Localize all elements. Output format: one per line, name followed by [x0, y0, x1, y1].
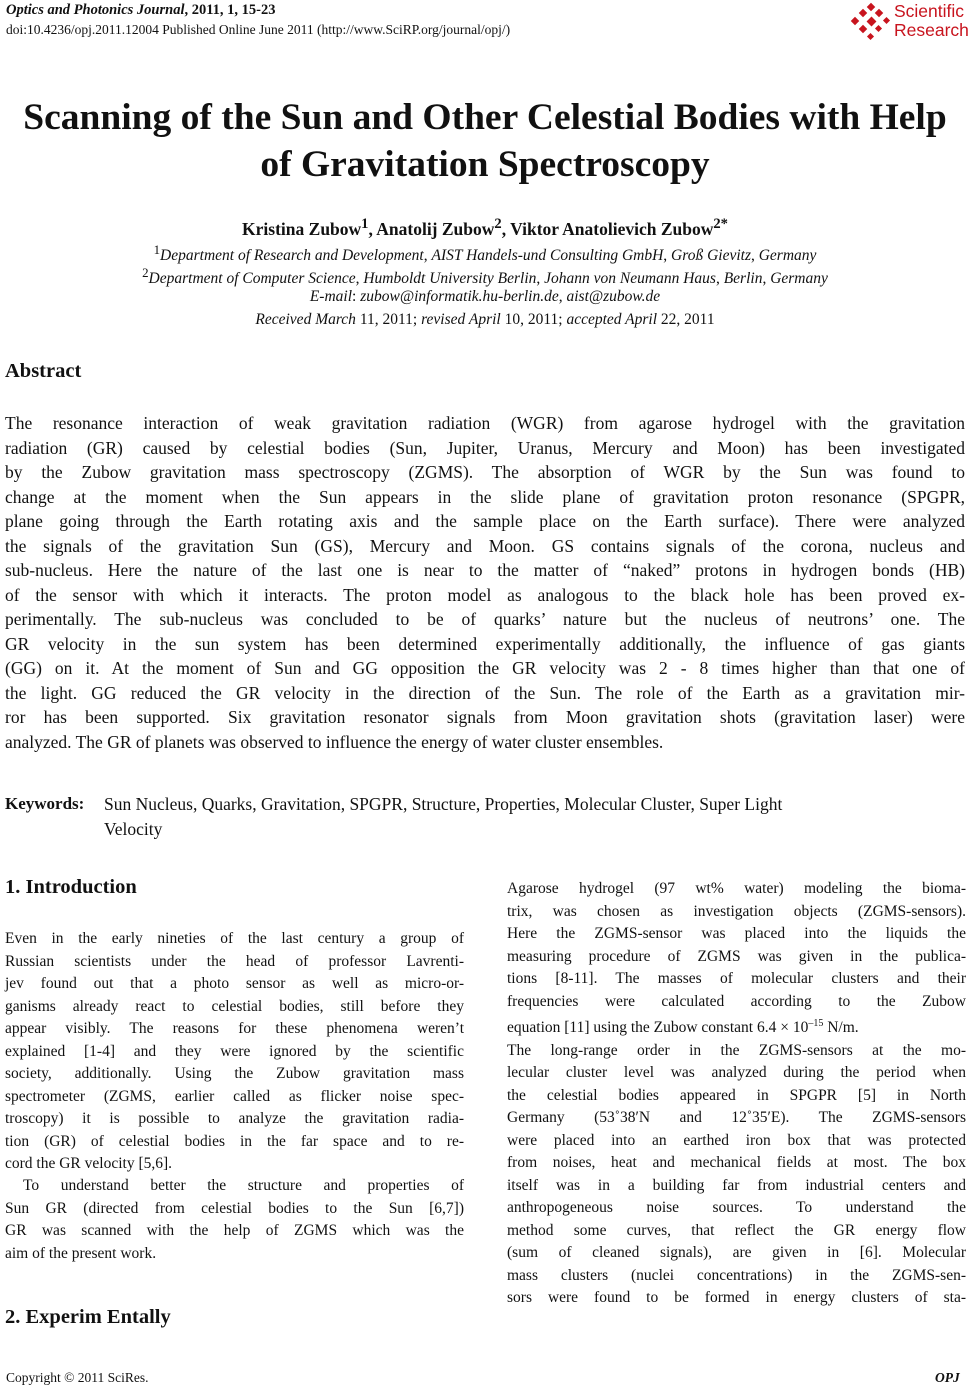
affiliation-part: Germany: [758, 247, 817, 265]
right-column-paragraph: [507, 878, 966, 1310]
affiliation-part: Department of Computer Science: [148, 270, 356, 288]
revised-label: revised April: [421, 311, 501, 328]
text-line: society, additionally. Using the Zubow gravitation mass: [5, 1065, 464, 1082]
footer-journal-abbr: OPJ: [935, 1370, 960, 1385]
logo-text: [894, 2, 969, 40]
abstract-line: ror has been supported. Six gravitation resonator signals from Moon gravitation shots (gravitation laser) were: [5, 707, 965, 727]
text-line: The long-range order in the ZGMS-sensors at the mo-: [507, 1041, 966, 1059]
section-title: Introduction: [25, 876, 137, 898]
abstract-line: sub-nucleus. Here the nature of the last one is near to the matter of “naked” protons in hydrogen bonds (HB): [5, 560, 965, 580]
paper-title: [0, 94, 970, 188]
affiliation-part: Groß Gievitz: [671, 247, 751, 265]
text-line: Russian scientists under the head of professor Lavrenti-: [5, 952, 464, 970]
accepted-date: 22, 2011: [657, 311, 715, 328]
affiliation-part: Humboldt University Berlin: [363, 270, 537, 288]
author-sup: 1: [361, 216, 369, 232]
text-line: troscopy) it is possible to analyze the gravitation radia-: [5, 1110, 464, 1127]
text-line: frequencies were calculated according to the Zubow: [507, 992, 966, 1010]
text-line: itself was in a building far from industrial centers and: [507, 1176, 966, 1194]
text-line: spectrometer (ZGMS, earlier called as flicker noise spec-: [5, 1087, 464, 1105]
abstract-line: perimentally. The sub-nucleus was concluded to be of quarks’ nature but the nucleus of neutrons’ one. The: [5, 609, 965, 629]
affiliation-1: $^1$Department of Research and Development, AIST Handels-und Consulting GmbH, Groß Gievitz, Germany: [153, 242, 817, 265]
author-name: , Viktor Anatolievich Zubow: [501, 218, 714, 239]
text-line: (sum of cleaned signals), are given in [6]. Molecular: [507, 1244, 966, 1262]
abstract-line: radiation (GR) caused by celestial bodies (Sun, Jupiter, Uranus, Mercury and Moon) has been investigated: [5, 437, 965, 458]
text-line: trix, was chosen as investigation objects (ZGMS-sensors).: [507, 902, 966, 920]
keywords-line: Sun Nucleus, Quarks, Gravitation, SPGPR, Structure, Properties, Molecular Cluster, Super Light: [104, 794, 783, 814]
affiliation-sup: 2: [142, 265, 149, 280]
journal-header: [6, 2, 276, 19]
received-label: Received March: [255, 311, 356, 328]
text-line: Sun GR (directed from celestial bodies to the Sun [6,7]): [5, 1199, 464, 1217]
keywords-list: [104, 792, 964, 842]
text-line: Agarose hydrogel (97 wt% water) modeling the bioma-: [507, 880, 966, 897]
revised-date: 10, 2011;: [500, 311, 567, 328]
email-line: E-mail: zubow@informatik.hu-berlin.de, aist@zubow.de: [309, 288, 661, 305]
introduction-paragraph-2: [5, 1175, 464, 1265]
abstract-line: by the Zubow gravitation mass spectroscopy (ZGMS). The absorption of WGR by the Sun was found to: [5, 462, 965, 482]
title-line-1: Scanning of the Sun and Other Celestial Bodies with Help: [23, 97, 947, 138]
text-line: measuring procedure of ZGMS was given in the publica-: [507, 947, 966, 965]
author-list: [0, 216, 970, 240]
abstract-line: (GG) on it. At the moment of Sun and GG opposition the GR velocity was 2 - 8 times higher than that one of: [5, 658, 965, 678]
section-heading-introduction: [5, 876, 464, 899]
text-line: were placed into an earthed iron box that was protected: [507, 1131, 966, 1149]
exponent: –15: [808, 1018, 824, 1029]
title-line-2: of Gravitation Spectroscopy: [260, 144, 710, 185]
affiliation-2: $^2$Department of Computer Science, Humboldt University Berlin, Johann von Neumann Haus, Berlin, Germany: [142, 265, 828, 288]
unit: N/m.: [823, 1019, 859, 1037]
abstract-line: plane going through the Earth rotating axis and the sample place on the Earth surface). There were analyzed: [5, 511, 965, 531]
abstract-body: [5, 411, 965, 754]
abstract-line: analyzed. The GR of planets was observed to influence the energy of water cluster ensembles.: [5, 731, 664, 752]
text-line: the celestial bodies appeared in SPGPR [5] in North: [507, 1086, 966, 1104]
abstract-line: the signals of the gravitation Sun (GS), Mercury and Moon. GS contains signals of the corona, nucleus and: [5, 535, 965, 556]
text-line: tions [8-11]. The masses of molecular clusters and their: [507, 970, 966, 987]
text-line: explained [1-4] and they were ignored by the scientific: [5, 1042, 464, 1060]
author-name: , Anatolij Zubow: [368, 218, 495, 239]
text-line: aim of the present work.: [5, 1244, 157, 1262]
text-line: anthropogeneous noise sources. To understand the: [507, 1199, 966, 1217]
abstract-line: the light. GG reduced the GR velocity in the direction of the Sun. The role of the Earth as a gravitation mir-: [5, 682, 965, 703]
text-fragment: equation [11] using the Zubow constant 6.4 × 10: [507, 1019, 809, 1037]
doi-line: doi:10.4236/opj.2011.12004 Published Online June 2011 (http://www.SciRP.org/journal/opj/): [6, 22, 511, 37]
text-line: jev found out that a photo sensor as well as micro-or-: [5, 975, 464, 992]
author-sup: 2*: [713, 216, 728, 232]
email-address[interactable]: aist@zubow.de: [566, 288, 661, 305]
received-dates: [0, 311, 970, 329]
text-line: mass clusters (nuclei concentrations) in the ZGMS-sen-: [507, 1266, 966, 1284]
abstract-line: of the sensor with which it interacts. The proton model as analogous to the black hole has been proved ex-: [5, 584, 965, 605]
author-sup: 2: [494, 216, 502, 232]
text-line: Here the ZGMS-sensor was placed into the liquids the: [507, 925, 966, 942]
introduction-paragraph-1: [5, 928, 464, 1176]
affiliation-part: Germany: [770, 270, 828, 288]
text-line: Even in the early nineties of the last century a group of: [5, 930, 464, 947]
email-address[interactable]: zubow@informatik.hu-berlin.de: [360, 288, 559, 305]
text-line: To understand better the structure and properties of: [23, 1177, 464, 1194]
logo-line-2: Research: [894, 20, 969, 40]
affiliation-sup: 1: [153, 242, 161, 257]
text-line: Germany (53˚38′N and 12˚35′E). The ZGMS-sensors: [507, 1109, 966, 1127]
abstract-line: change at the moment when the Sun appears in the slide plane of gravitation proton resonance (SPGPR,: [5, 486, 965, 507]
abstract-heading: Abstract: [5, 360, 82, 382]
text-line: tion (GR) of celestial bodies in the far space and to re-: [5, 1132, 464, 1150]
text-line: sors were found to be formed in energy clusters of sta-: [507, 1289, 966, 1307]
text-line-with-exponent: [507, 1013, 966, 1040]
logo-mark-icon: [850, 2, 892, 44]
received-date: 11, 2011;: [355, 311, 422, 328]
affiliation-part: Berlin: [723, 270, 763, 288]
text-line: method some curves, that reflect the GR energy flow: [507, 1221, 966, 1239]
affiliation-part: AIST Handels-und Consulting GmbH: [431, 247, 664, 265]
journal-name: Optics and Photonics Journal: [6, 2, 185, 18]
affiliation-part: Johann von Neumann Haus: [544, 270, 716, 288]
scientific-research-logo: [850, 2, 970, 44]
keywords-label: Keywords:: [5, 794, 85, 813]
affiliation-part: Department of Research and Development: [160, 247, 424, 265]
abstract-line: The resonance interaction of weak gravitation radiation (WGR) from agarose hydrogel with the gravitation: [5, 413, 965, 433]
footer-copyright: Copyright © 2011 SciRes.: [6, 1370, 149, 1385]
section-heading-experimentally: 2. Experim Entally: [5, 1306, 171, 1328]
journal-volume: , 2011, 1, 15-23: [184, 2, 276, 18]
email-label: E-mail: [309, 288, 353, 305]
section-number: 1.: [5, 876, 21, 898]
abstract-line: GR velocity in the sun system has been determined experimentally additionally, the influence of gas giants: [5, 633, 965, 654]
text-line: ganisms already react to celestial bodies, still before they: [5, 997, 464, 1015]
author-name: Kristina Zubow: [242, 218, 362, 239]
logo-line-1: Scientific: [894, 1, 965, 21]
accepted-label: accepted April: [566, 311, 658, 328]
keywords-line: Velocity: [104, 819, 163, 839]
text-line: appear visibly. The reasons for these phenomena weren’t: [5, 1020, 464, 1037]
text-line: GR was scanned with the help of ZGMS which was the: [5, 1222, 464, 1239]
text-line: from noises, heat and mechanical fields at most. The box: [507, 1154, 966, 1172]
text-line: lecular cluster level was analyzed during the period when: [507, 1064, 966, 1082]
text-line: cord the GR velocity [5,6].: [5, 1155, 173, 1172]
